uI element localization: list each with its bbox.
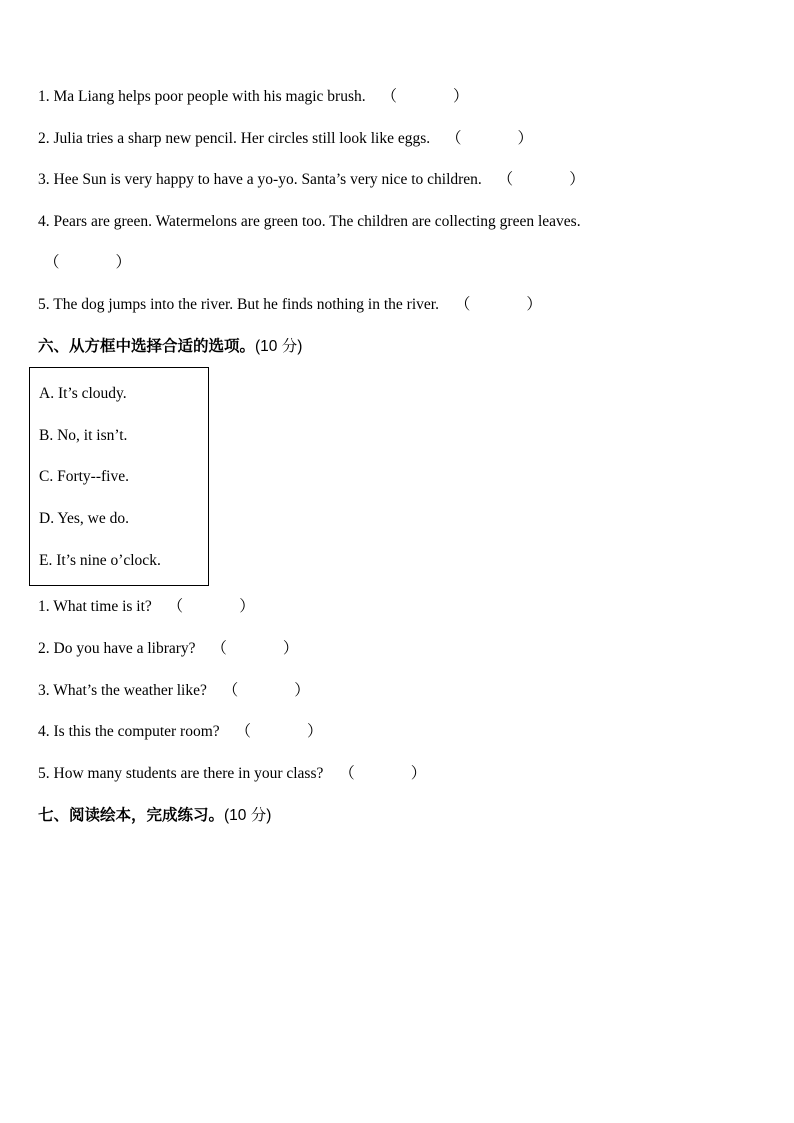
section7-heading	[38, 805, 271, 826]
section5-item-4	[38, 212, 581, 232]
section6-question-3	[38, 681, 310, 701]
answer-blank[interactable]: （ ）	[339, 765, 427, 782]
section6-heading	[38, 336, 302, 357]
item-text: 1. Ma Liang helps poor people with his magic brush.	[38, 88, 366, 105]
answer-blank[interactable]: （ ）	[167, 598, 255, 615]
section5-item-5	[38, 295, 542, 315]
item-text: 5. The dog jumps into the river. But he finds nothing in the river.	[38, 296, 439, 313]
section5-item-2	[38, 129, 533, 149]
section5-item-3	[38, 170, 585, 190]
answer-blank[interactable]: （ ）	[446, 130, 534, 147]
section5-item-4-blank	[44, 253, 131, 273]
answer-blank[interactable]: （ ）	[211, 640, 299, 657]
option-c: C. Forty--five.	[39, 468, 129, 485]
answer-blank[interactable]: （ ）	[454, 296, 542, 313]
answer-blank[interactable]: （ ）	[381, 88, 469, 105]
section6-question-4	[38, 722, 323, 742]
section6-question-2	[38, 639, 298, 659]
heading-score: (10 分)	[224, 807, 272, 824]
question-text: 1. What time is it?	[38, 598, 152, 615]
question-text: 2. Do you have a library?	[38, 640, 196, 657]
options-box	[29, 367, 209, 586]
answer-blank[interactable]: （ ）	[235, 723, 323, 740]
heading-text: 七、阅读绘本，完成练习。	[38, 806, 225, 824]
item-text: 3. Hee Sun is very happy to have a yo-yo. Santa’s very nice to children.	[38, 171, 482, 188]
section5-item-1	[38, 87, 469, 107]
section6-question-5	[38, 764, 426, 784]
question-text: 5. How many students are there in your class?	[38, 765, 324, 782]
answer-blank[interactable]: （ ）	[222, 682, 310, 699]
item-text: 4. Pears are green. Watermelons are green too. The children are collecting green leaves.	[38, 213, 581, 230]
question-text: 3. What’s the weather like?	[38, 682, 207, 699]
answer-blank[interactable]: （ ）	[44, 254, 132, 271]
answer-blank[interactable]: （ ）	[497, 171, 585, 188]
option-e: E. It’s nine o’clock.	[39, 552, 161, 569]
heading-score: (10 分)	[255, 338, 303, 355]
item-text: 2. Julia tries a sharp new pencil. Her circles still look like eggs.	[38, 130, 431, 147]
section6-question-1	[38, 597, 255, 617]
heading-text: 六、从方框中选择合适的选项。	[38, 337, 256, 355]
option-a: A. It’s cloudy.	[39, 385, 127, 402]
option-d: D. Yes, we do.	[39, 510, 129, 527]
option-b: B. No, it isn’t.	[39, 427, 128, 444]
question-text: 4. Is this the computer room?	[38, 723, 220, 740]
